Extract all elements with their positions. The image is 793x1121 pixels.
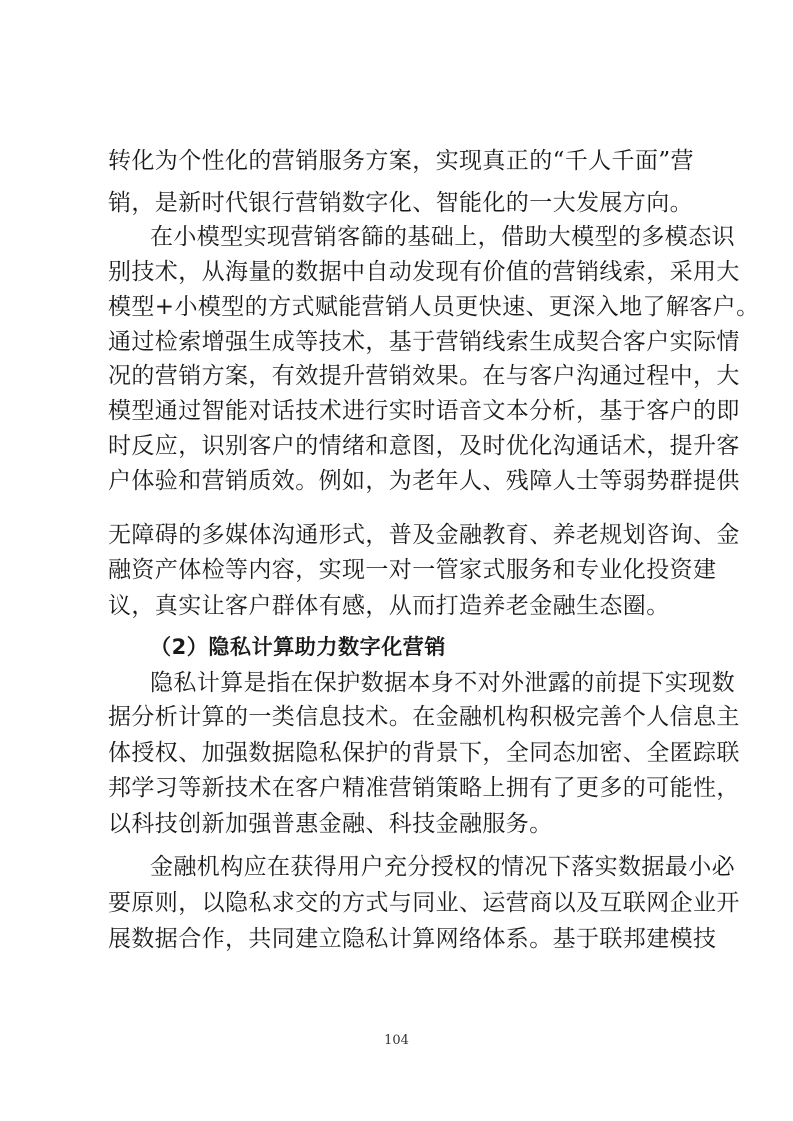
text-line: 体授权、加强数据隐私保护的背景下，全同态加密、全匿踪联 xyxy=(108,740,740,766)
paragraph-start-line: 金融机构应在获得用户充分授权的情况下落实数据最小必 xyxy=(150,854,735,880)
page-number: 104 xyxy=(384,1033,409,1048)
text-line: 邦学习等新技术在客户精准营销策略上拥有了更多的可能性， xyxy=(108,775,740,801)
text-line: 别技术，从海量的数据中自动发现有价值的营销线索，采用大 xyxy=(108,259,740,285)
text-line: 议，真实让客户群体有感，从而打造养老金融生态圈。 xyxy=(108,593,670,619)
text-line: 展数据合作，共同建立隐私计算网络体系。基于联邦建模技 xyxy=(108,926,717,952)
text-line: 以科技创新加强普惠金融、科技金融服务。 xyxy=(108,811,553,837)
text-line: 要原则，以隐私求交的方式与同业、运营商以及互联网企业开 xyxy=(108,890,740,916)
text-line: 无障碍的多媒体沟通形式，普及金融教育、养老规划咨询、金 xyxy=(108,522,740,548)
text-line: 时反应，识别客户的情绪和意图，及时优化沟通话术，提升客 xyxy=(108,433,740,459)
text-line: 模型+小模型的方式赋能营销人员更快速、更深入地了解客户。 xyxy=(108,294,760,320)
text-line: 转化为个性化的营销服务方案，实现真正的“千人千面”营 xyxy=(108,148,694,174)
text-line: 销，是新时代银行营销数字化、智能化的一大发展方向。 xyxy=(108,190,693,216)
section-heading: （2）隐私计算助力数字化营销 xyxy=(150,635,447,659)
text-line: 况的营销方案，有效提升营销效果。在与客户沟通过程中，大 xyxy=(108,363,740,389)
paragraph-start-line: 在小模型实现营销客篩的基础上，借助大模型的多模态识 xyxy=(150,224,735,250)
text-line: 据分析计算的一类信息技术。在金融机构积极完善个人信息主 xyxy=(108,704,740,730)
text-line: 模型通过智能对话技术进行实时语音文本分析，基于客户的即 xyxy=(108,398,740,424)
paragraph-start-line: 隐私计算是指在保护数据本身不对外泄露的前提下实现数 xyxy=(150,670,735,696)
text-line: 融资产体检等内容，实现一对一管家式服务和专业化投资建 xyxy=(108,557,717,583)
text-line: 通过检索增强生成等技术，基于营销线索生成契合客户实际情 xyxy=(108,329,740,355)
text-line: 户体验和营销质效。例如，为老年人、残障人士等弱势群提供 xyxy=(108,468,740,494)
